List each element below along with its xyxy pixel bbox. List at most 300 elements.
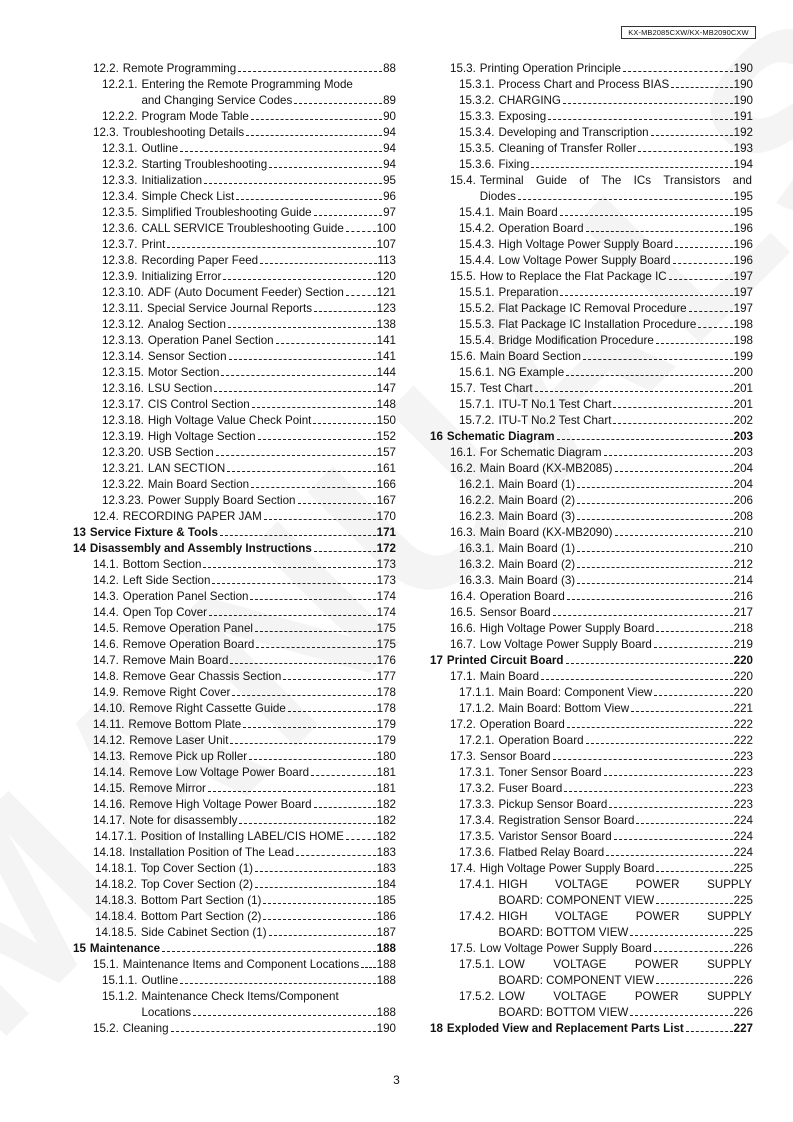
toc-entry-number: 15.7.1. [459, 398, 495, 411]
toc-leader-dashes [566, 375, 732, 376]
toc-entry-number: 14.15. [93, 782, 126, 795]
toc-entry-title: Diodes [479, 190, 516, 203]
toc-leader-dashes [236, 199, 382, 200]
toc-entry[interactable] [430, 316, 753, 332]
toc-entry[interactable] [73, 172, 396, 188]
toc-entry[interactable] [430, 636, 753, 652]
toc-entry[interactable] [73, 700, 396, 716]
toc-entry[interactable] [430, 732, 753, 748]
toc-entry[interactable] [73, 972, 396, 988]
toc-leader-dashes [698, 327, 732, 328]
toc-entry-page: 172 [376, 542, 396, 555]
toc-entry[interactable] [430, 556, 753, 572]
toc-entry-page: 141 [376, 334, 396, 347]
toc-entry[interactable] [73, 540, 396, 556]
toc-entry-number: 12.3.12. [102, 318, 144, 331]
toc-entry-title: Operation Board [498, 734, 584, 747]
toc-entry[interactable] [430, 236, 753, 252]
toc-entry[interactable] [73, 908, 396, 924]
toc-entry[interactable] [73, 780, 396, 796]
toc-entry-number: 15.5.1. [459, 286, 495, 299]
toc-entry-page: 219 [733, 638, 753, 651]
toc-entry-title: Service Fixture & Tools [89, 526, 218, 539]
toc-entry[interactable] [430, 956, 753, 972]
toc-entry-number: 12.3.2. [102, 158, 138, 171]
toc-entry-number: 15.1.2. [102, 990, 138, 1003]
toc-entry-title: Initialization [141, 174, 203, 187]
toc-entry-title: LSU Section [147, 382, 213, 395]
toc-entry[interactable] [73, 668, 396, 684]
toc-entry-page: 220 [733, 670, 753, 683]
toc-entry-title: Starting Troubleshooting [141, 158, 268, 171]
toc-entry-page: 179 [376, 734, 396, 747]
toc-entry[interactable] [430, 828, 753, 844]
toc-entry-title: CALL SERVICE Troubleshooting Guide [141, 222, 344, 235]
toc-entry-number: 15.5.3. [459, 318, 495, 331]
toc-entry-title: Main Board (1) [498, 478, 576, 491]
toc-entry-page: 195 [733, 190, 753, 203]
toc-entry-title: HIGH VOLTAGE POWER SUPPLY [498, 878, 752, 891]
toc-entry[interactable] [430, 668, 753, 684]
toc-entry-number: 15.5. [450, 270, 476, 283]
toc-entry[interactable] [73, 364, 396, 380]
toc-entry-title: and Changing Service Codes [141, 94, 293, 107]
toc-leader-dashes [548, 119, 732, 120]
toc-entry-page: 113 [377, 254, 396, 267]
toc-entry-page: 194 [733, 158, 753, 171]
toc-entry-page: 210 [733, 526, 753, 539]
toc-entry-title: Bridge Modification Procedure [498, 334, 654, 347]
toc-entry-page: 152 [376, 430, 396, 443]
toc-entry[interactable] [430, 204, 753, 220]
toc-entry[interactable] [430, 988, 753, 1004]
toc-entry[interactable] [430, 972, 753, 988]
toc-leader-dashes [255, 887, 376, 888]
toc-entry-page: 176 [376, 654, 396, 667]
toc-leader-dashes [167, 247, 375, 248]
toc-entry-number: 14 [73, 542, 86, 555]
toc-entry-title: LAN SECTION [147, 462, 226, 475]
toc-entry[interactable] [430, 348, 753, 364]
toc-entry[interactable] [73, 748, 396, 764]
toc-entry[interactable] [73, 108, 396, 124]
toc-entry-title: Main Board (1) [498, 542, 576, 555]
toc-entry[interactable] [73, 284, 396, 300]
toc-entry-number: 15.5.4. [459, 334, 495, 347]
toc-entry-number: 16.3. [450, 526, 476, 539]
toc-entry[interactable] [73, 940, 396, 956]
toc-entry[interactable] [430, 380, 753, 396]
toc-entry[interactable] [430, 892, 753, 908]
toc-entry-title: Fuser Board [498, 782, 563, 795]
toc-entry[interactable] [430, 524, 753, 540]
toc-entry-page: 226 [733, 974, 753, 987]
toc-entry[interactable] [430, 428, 753, 444]
toc-entry-number: 15.4.3. [459, 238, 495, 251]
toc-entry-page: 201 [733, 382, 753, 395]
toc-entry[interactable] [430, 492, 753, 508]
toc-entry[interactable] [73, 764, 396, 780]
toc-entry-page: 175 [376, 638, 396, 651]
toc-entry[interactable] [430, 268, 753, 284]
toc-leader-dashes [296, 855, 376, 856]
toc-entry-title: NG Example [498, 366, 565, 379]
toc-leader-dashes [614, 839, 733, 840]
toc-entry[interactable] [430, 540, 753, 556]
toc-entry[interactable] [73, 652, 396, 668]
toc-entry-page: 188 [376, 942, 396, 955]
toc-leader-dashes [269, 935, 376, 936]
toc-entry-number: 13 [73, 526, 86, 539]
toc-entry[interactable] [430, 444, 753, 460]
toc-entry[interactable] [430, 716, 753, 732]
toc-leader-dashes [531, 167, 732, 168]
toc-entry[interactable] [430, 844, 753, 860]
toc-entry-number: 12.3.9. [102, 270, 138, 283]
toc-entry[interactable] [430, 364, 753, 380]
toc-entry-title: Remove Low Voltage Power Board [129, 766, 310, 779]
toc-entry[interactable] [73, 828, 396, 844]
toc-entry-page: 188 [376, 1006, 396, 1019]
toc-entry-title: Registration Sensor Board [498, 814, 635, 827]
toc-entry-title: Position of Installing LABEL/CIS HOME [140, 830, 344, 843]
toc-left-column [73, 60, 396, 1036]
toc-entry[interactable] [430, 156, 753, 172]
toc-entry[interactable] [430, 924, 753, 940]
toc-entry[interactable] [73, 620, 396, 636]
toc-entry[interactable] [73, 636, 396, 652]
toc-leader-dashes [631, 711, 733, 712]
toc-leader-dashes [283, 679, 375, 680]
toc-entry[interactable] [73, 732, 396, 748]
toc-entry-title: Recording Paper Feed [141, 254, 259, 267]
toc-entry[interactable] [430, 588, 753, 604]
toc-entry[interactable] [430, 60, 753, 76]
toc-entry[interactable] [73, 892, 396, 908]
toc-entry-number: 12.3.8. [102, 254, 138, 267]
toc-entry[interactable] [73, 444, 396, 460]
toc-entry-title: Simplified Troubleshooting Guide [141, 206, 312, 219]
toc-entry-page: 201 [733, 398, 753, 411]
toc-leader-dashes [557, 439, 733, 440]
toc-entry-title: Operation Panel Section [147, 334, 274, 347]
toc-entry-number: 14.11. [93, 718, 125, 731]
toc-entry-number: 12.3.1. [102, 142, 138, 155]
toc-entry-number: 15.3.4. [459, 126, 495, 139]
toc-leader-dashes [180, 151, 382, 152]
toc-entry-title: ITU-T No.2 Test Chart [498, 414, 612, 427]
toc-leader-dashes [252, 407, 376, 408]
toc-entry[interactable] [430, 460, 753, 476]
toc-entry-page: 226 [733, 1006, 753, 1019]
toc-entry[interactable] [430, 220, 753, 236]
toc-entry-number: 17.1.2. [459, 702, 495, 715]
toc-entry-title: Main Board (3) [498, 574, 576, 587]
toc-entry[interactable] [73, 460, 396, 476]
toc-entry-title: Remove Operation Panel [122, 622, 253, 635]
toc-entry-title: LOW VOLTAGE POWER SUPPLY [498, 990, 752, 1003]
toc-leader-dashes [260, 263, 376, 264]
toc-leader-dashes [288, 711, 376, 712]
toc-entry-number: 14.1. [93, 558, 119, 571]
toc-entry[interactable] [430, 124, 753, 140]
toc-entry[interactable] [73, 1020, 396, 1036]
toc-entry[interactable] [430, 172, 753, 188]
toc-entry[interactable] [430, 1004, 753, 1020]
toc-entry-page: 100 [376, 222, 396, 235]
toc-entry-number: 12.3.20. [102, 446, 144, 459]
toc-leader-dashes [264, 519, 376, 520]
toc-entry-title: Flat Package IC Installation Procedure [498, 318, 697, 331]
toc-entry[interactable] [73, 156, 396, 172]
toc-entry[interactable] [430, 1020, 753, 1036]
toc-entry[interactable] [73, 716, 396, 732]
toc-entry-number: 15.3. [450, 62, 476, 75]
toc-entry-number: 14.14. [93, 766, 126, 779]
toc-entry[interactable] [430, 508, 753, 524]
toc-entry-page: 190 [376, 1022, 396, 1035]
toc-entry-page: 161 [376, 462, 396, 475]
toc-entry[interactable] [73, 316, 396, 332]
toc-entry[interactable] [73, 252, 396, 268]
page-number: 3 [393, 1073, 400, 1087]
toc-entry[interactable] [73, 588, 396, 604]
toc-entry-page: 188 [376, 958, 396, 971]
toc-entry-page: 196 [733, 238, 753, 251]
toc-entry[interactable] [430, 140, 753, 156]
toc-entry-page: 188 [376, 974, 396, 987]
toc-entry[interactable] [73, 524, 396, 540]
toc-entry[interactable] [73, 1004, 396, 1020]
toc-entry-title: Flatbed Relay Board [498, 846, 605, 859]
toc-entry-number: 17.4.2. [459, 910, 495, 923]
toc-entry[interactable] [430, 812, 753, 828]
toc-entry[interactable] [430, 476, 753, 492]
toc-entry-title: Main Board Section [479, 350, 581, 363]
toc-entry-number: 15.6. [450, 350, 476, 363]
toc-leader-dashes [263, 903, 375, 904]
toc-entry[interactable] [73, 796, 396, 812]
toc-leader-dashes [239, 823, 375, 824]
toc-entry-page: 224 [733, 846, 753, 859]
toc-entry[interactable] [430, 764, 753, 780]
toc-entry[interactable] [73, 332, 396, 348]
toc-entry-title: Low Voltage Power Supply Board [479, 638, 652, 651]
toc-entry-page: 184 [376, 878, 396, 891]
toc-entry[interactable] [73, 684, 396, 700]
toc-entry[interactable] [430, 684, 753, 700]
toc-leader-dashes [656, 631, 732, 632]
toc-entry-title: Remove Pick up Roller [129, 750, 248, 763]
toc-entry-number: 15.4.4. [459, 254, 495, 267]
toc-entry-number: 15.7. [450, 382, 476, 395]
toc-entry-title: Top Cover Section (1) [140, 862, 254, 875]
toc-entry[interactable] [73, 556, 396, 572]
toc-entry-number: 16.2.3. [459, 510, 495, 523]
toc-entry-number: 12.3.13. [102, 334, 144, 347]
toc-entry[interactable] [430, 604, 753, 620]
toc-entry-title: Operation Panel Section [122, 590, 249, 603]
toc-entry[interactable] [73, 572, 396, 588]
toc-entry[interactable] [73, 220, 396, 236]
toc-entry[interactable] [430, 76, 753, 92]
toc-leader-dashes [212, 583, 375, 584]
toc-entry[interactable] [73, 844, 396, 860]
toc-entry-number: 14.7. [93, 654, 119, 667]
toc-leader-dashes [656, 983, 733, 984]
toc-entry[interactable] [430, 876, 753, 892]
toc-entry[interactable] [430, 252, 753, 268]
toc-entry-page: 206 [733, 494, 753, 507]
toc-entry[interactable] [430, 332, 753, 348]
toc-entry-title: Main Board (3) [498, 510, 576, 523]
toc-entry-title: Cleaning of Transfer Roller [498, 142, 637, 155]
toc-entry-number: 12.3.17. [102, 398, 144, 411]
toc-entry[interactable] [73, 380, 396, 396]
toc-entry[interactable] [73, 204, 396, 220]
toc-entry-title: Bottom Part Section (2) [140, 910, 262, 923]
toc-entry-title: Note for disassembly [129, 814, 238, 827]
toc-leader-dashes [294, 103, 382, 104]
toc-entry[interactable] [73, 988, 396, 1004]
toc-entry-number: 14.4. [93, 606, 119, 619]
toc-entry[interactable] [73, 396, 396, 412]
toc-entry[interactable] [73, 236, 396, 252]
toc-entry[interactable] [73, 508, 396, 524]
toc-entry-number: 17.3.6. [459, 846, 495, 859]
toc-entry[interactable] [430, 748, 753, 764]
toc-entry[interactable] [73, 188, 396, 204]
toc-entry-title: High Voltage Value Check Point [147, 414, 312, 427]
toc-entry-title: Initializing Error [141, 270, 222, 283]
toc-leader-dashes [654, 951, 733, 952]
toc-entry[interactable] [430, 572, 753, 588]
toc-entry-number: 18 [430, 1022, 443, 1035]
toc-entry[interactable] [73, 92, 396, 108]
toc-entry[interactable] [73, 812, 396, 828]
toc-entry[interactable] [430, 284, 753, 300]
toc-entry[interactable] [73, 604, 396, 620]
toc-entry-title: Main Board [479, 670, 540, 683]
toc-entry-title: Side Cabinet Section (1) [140, 926, 267, 939]
toc-entry-page: 223 [733, 798, 753, 811]
toc-entry-page: 224 [733, 814, 753, 827]
toc-entry[interactable] [430, 92, 753, 108]
toc-leader-dashes [541, 679, 733, 680]
toc-entry-number: 16.1. [450, 446, 476, 459]
toc-leader-dashes [223, 279, 375, 280]
toc-entry[interactable] [430, 796, 753, 812]
toc-entry[interactable] [73, 348, 396, 364]
toc-entry[interactable] [430, 700, 753, 716]
toc-entry[interactable] [73, 268, 396, 284]
toc-entry-page: 220 [733, 654, 753, 667]
toc-entry-title: Varistor Sensor Board [498, 830, 612, 843]
toc-leader-dashes [567, 727, 733, 728]
toc-leader-dashes [615, 471, 733, 472]
toc-entry[interactable] [73, 924, 396, 940]
toc-entry-title: CHARGING [498, 94, 561, 107]
toc-entry-page: 183 [376, 846, 396, 859]
toc-entry[interactable] [73, 860, 396, 876]
toc-entry[interactable] [430, 908, 753, 924]
toc-entry-title: High Voltage Power Supply Board [479, 622, 655, 635]
toc-leader-dashes [249, 759, 376, 760]
toc-entry[interactable] [73, 124, 396, 140]
toc-entry-page: 204 [733, 462, 753, 475]
toc-entry[interactable] [73, 60, 396, 76]
toc-entry[interactable] [430, 396, 753, 412]
toc-entry-number: 15.4.1. [459, 206, 495, 219]
toc-entry-number: 16.2.1. [459, 478, 495, 491]
toc-leader-dashes [346, 231, 376, 232]
toc-entry-page: 179 [376, 718, 396, 731]
toc-entry-page: 220 [733, 686, 753, 699]
toc-entry-page: 97 [383, 206, 396, 219]
toc-leader-dashes [162, 951, 376, 952]
toc-entry-page: 202 [733, 414, 753, 427]
toc-entry-title: Motor Section [147, 366, 220, 379]
toc-entry[interactable] [430, 108, 753, 124]
toc-leader-dashes [251, 487, 376, 488]
toc-entry-number: 16.7. [450, 638, 476, 651]
toc-entry-number: 12.3.14. [102, 350, 144, 363]
toc-entry[interactable] [73, 476, 396, 492]
toc-entry-page: 185 [376, 894, 396, 907]
toc-entry-page: 157 [376, 446, 396, 459]
toc-entry[interactable] [430, 652, 753, 668]
toc-entry-number: 16.2. [450, 462, 476, 475]
toc-entry[interactable] [73, 140, 396, 156]
toc-entry-page: 200 [733, 366, 753, 379]
toc-entry[interactable] [73, 876, 396, 892]
toc-entry-title: Low Voltage Power Supply Board [479, 942, 652, 955]
toc-entry-number: 15.3.6. [459, 158, 495, 171]
toc-leader-dashes [227, 471, 375, 472]
toc-entry[interactable] [73, 956, 396, 972]
toc-entry[interactable] [73, 300, 396, 316]
toc-entry[interactable] [73, 76, 396, 92]
toc-entry-number: 14.18.4. [95, 910, 137, 923]
toc-entry-number: 12.3.16. [102, 382, 144, 395]
toc-entry[interactable] [430, 300, 753, 316]
toc-entry-page: 203 [733, 446, 753, 459]
toc-entry-number: 12.3.15. [102, 366, 144, 379]
toc-entry[interactable] [430, 188, 753, 204]
toc-entry-title: Fixing [498, 158, 530, 171]
toc-entry[interactable] [430, 940, 753, 956]
toc-entry[interactable] [430, 780, 753, 796]
toc-entry[interactable] [73, 492, 396, 508]
toc-leader-dashes [586, 231, 733, 232]
toc-entry-number: 17.3.4. [459, 814, 495, 827]
toc-leader-dashes [238, 71, 382, 72]
toc-entry[interactable] [430, 412, 753, 428]
toc-entry[interactable] [73, 412, 396, 428]
toc-entry-number: 15.3.1. [459, 78, 495, 91]
toc-entry-page: 199 [733, 350, 753, 363]
toc-leader-dashes [221, 375, 375, 376]
toc-entry[interactable] [73, 428, 396, 444]
toc-entry-title: Pickup Sensor Board [498, 798, 608, 811]
toc-leader-dashes [671, 87, 732, 88]
toc-entry[interactable] [430, 620, 753, 636]
toc-entry-title: Outline [141, 974, 179, 987]
toc-entry[interactable] [430, 860, 753, 876]
toc-leader-dashes [609, 807, 732, 808]
toc-leader-dashes [171, 1031, 376, 1032]
toc-leader-dashes [577, 503, 733, 504]
